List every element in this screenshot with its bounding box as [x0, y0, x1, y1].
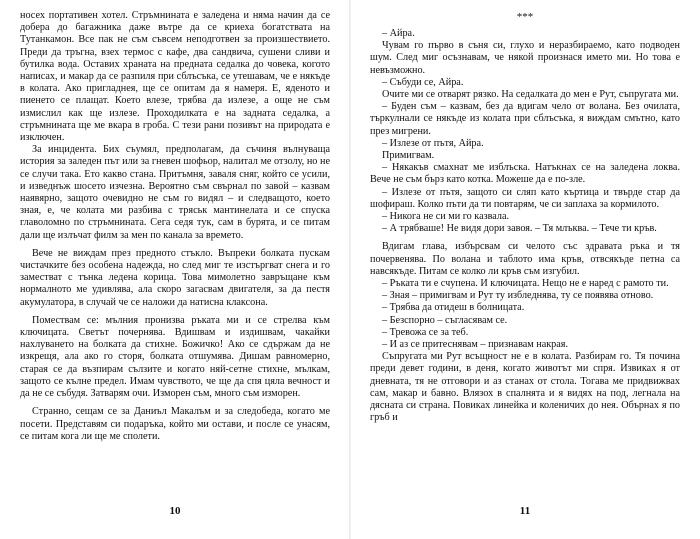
- right-paragraph-2: Чувам го първо в съня си, глухо и неразбираемо, като подводен шум. След миг осъзнавам, че някой произнася името ми. Но това е невъзможно.: [370, 40, 680, 76]
- left-paragraph-5: Странно, сещам се за Даниъл Макалъм и за следобеда, когато ме посети. Представям си подаръка, който ми остави, и после се унасям, се питам кога ли ще ме сполети.: [20, 406, 330, 442]
- right-paragraph-11: – А трябваше! Не видя дори завоя. – Тя млъква. – Тече ти кръв.: [382, 223, 657, 235]
- right-page-number: 11: [519, 505, 531, 517]
- left-page-number: 10: [169, 505, 181, 517]
- right-paragraph-8: – Някакъв смахнат ме изблъска. Натъкнах се на заледена локва. Вече не съм бърз като котка. Можеше да е по-зле.: [370, 162, 680, 186]
- right-paragraph-3: – Събуди се, Айра.: [382, 76, 464, 88]
- right-page: [370, 10, 680, 425]
- left-page: [20, 10, 330, 443]
- right-paragraph-17: – Тревожа се за теб.: [382, 326, 469, 338]
- left-paragraph-4: Помествам се: мълния пронизва ръката ми и се стрелва към ключицата. Светът почернява. Вдишвам и издишвам, чакайки нахлуването на болката да стихне. Божичко! Ако се сдържам да не изкрещя, ала ако го сторя, болката отшумява. Дишам равномерно, старая се да възпирам сълзите и когато няй-сетне стихне, мълкам, защото се кълне предел. Имам чувството, че ще да спя цяла вечност и да не се събудя. Затварям очи. Изморен съм, много съм изморен.: [20, 314, 330, 400]
- right-paragraph-15: – Трябва да отидеш в болницата.: [382, 302, 525, 314]
- right-paragraph-10: – Никога не си ми го казвала.: [382, 211, 510, 223]
- right-paragraph-6: – Излезе от пътя, Айра.: [382, 137, 484, 149]
- right-paragraph-5: – Буден съм – казвам, без да вдигам чело от волана. Без очилата, търкулнали се някъде из колата при сблъсъка, я виждам смътно, като през мигрени.: [370, 101, 680, 137]
- right-paragraph-7: Примигвам.: [382, 150, 435, 162]
- left-paragraph-1: носех портативен хотел. Стръмнината е заледена и няма начин да се добера до багажника даже вътре да се криеха богатствата на Тутанкамон. Все пак не съм съвсем неподготвен за произшествието. Преди да тръгна, взех термос с кафе, два сандвича, сушени сливи и бутилка вода. Оставих храната на предната седалка до човека, когото написах, и макар да се разпиля при сблъсъка, се утешавам, че е някъде в колата. Ако пригладнея, ще се опитам да я намеря. Е, яденото и пиенето се плащат. Което влезе, трябва да излезе, а още не съм измислил как ще излезе. Проходилката е на задната седалка, а стръмнината ще ме вкара в гроба. С тези рани позивът на природата е изключен.: [20, 10, 330, 144]
- right-paragraph-13: – Ръката ти е счупена. И ключицата. Нещо не е наред с рамото ти.: [382, 278, 669, 290]
- left-paragraph-3: Вече не виждам през предното стъкло. Въпреки болката пускам чистачките без особена надежда, но след миг те изстъргват снега и го заместват с тънка ледена корица. Това мимолетно завръщане към нормалното ме удивлява, ала скоро загасвам двигателя, за да пестя акумулатора, в случай че се наложи да натисна клаксона.: [20, 247, 330, 308]
- book-gutter: [349, 0, 351, 539]
- right-paragraph-19: Съпругата ми Рут всъщност не е в колата. Разбирам го. Тя почина преди девет години, в деня, когато животът ми спря. Извиках я от дневната, тя не отговори и аз станах от стола. Тогава ме придвижвах сам, макар и бавно. Влязох в спалнята и я видях на под, легнала на дясната си страна. Повиках линейка и коленичих до нея. Обърнах я по гръб и: [370, 351, 680, 424]
- right-paragraph-14: – Зная – примигвам и Рут ту избледнява, ту се появява отново.: [382, 290, 654, 302]
- right-paragraph-18: – И аз се притеснявам – признавам накрая.: [382, 339, 569, 351]
- right-paragraph-16: – Безспорно – съгласявам се.: [382, 314, 508, 326]
- right-paragraph-12: Вдигам глава, избърсвам си челото със здравата ръка и тя почервенява. По волана и таблото има кръв, отвсякъде петна са навсякъде. Питам се колко ли кръв съм изгубил.: [370, 241, 680, 277]
- left-paragraph-2: За инцидента. Бих съумял, предполагам, да съчиня вълнуваща история за заледен път или за гневен шофьор, налитал ме отзолу, но не се случи така. Ето какво стана. Притъмня, заваля сняг, който се усили, и изведнъж шосето изчезна. Вероятно съм свърнал по завой – казвам наявярно, защото очевидно не съм го видял – и следващото, което зная, е, че колата ми разбива с тряськ мантинелата и се спуска главоломно по стръмнината. Сега седя тук, сам в бурята, и се питам дали ще излъчат филм за мен по канала за времето.: [20, 144, 330, 241]
- section-break: ***: [516, 11, 534, 23]
- right-paragraph-9: – Излезе от пътя, защото си сляп като къртица и твърде стар да шофираш. Колко пъти да ти повтарям, че си заплаха за кормилото.: [370, 186, 680, 210]
- right-paragraph-4: Очите ми се отварят рязко. На седалката до мен е Рут, съпругата ми.: [382, 89, 679, 101]
- right-paragraph-1: – Айра.: [382, 28, 415, 39]
